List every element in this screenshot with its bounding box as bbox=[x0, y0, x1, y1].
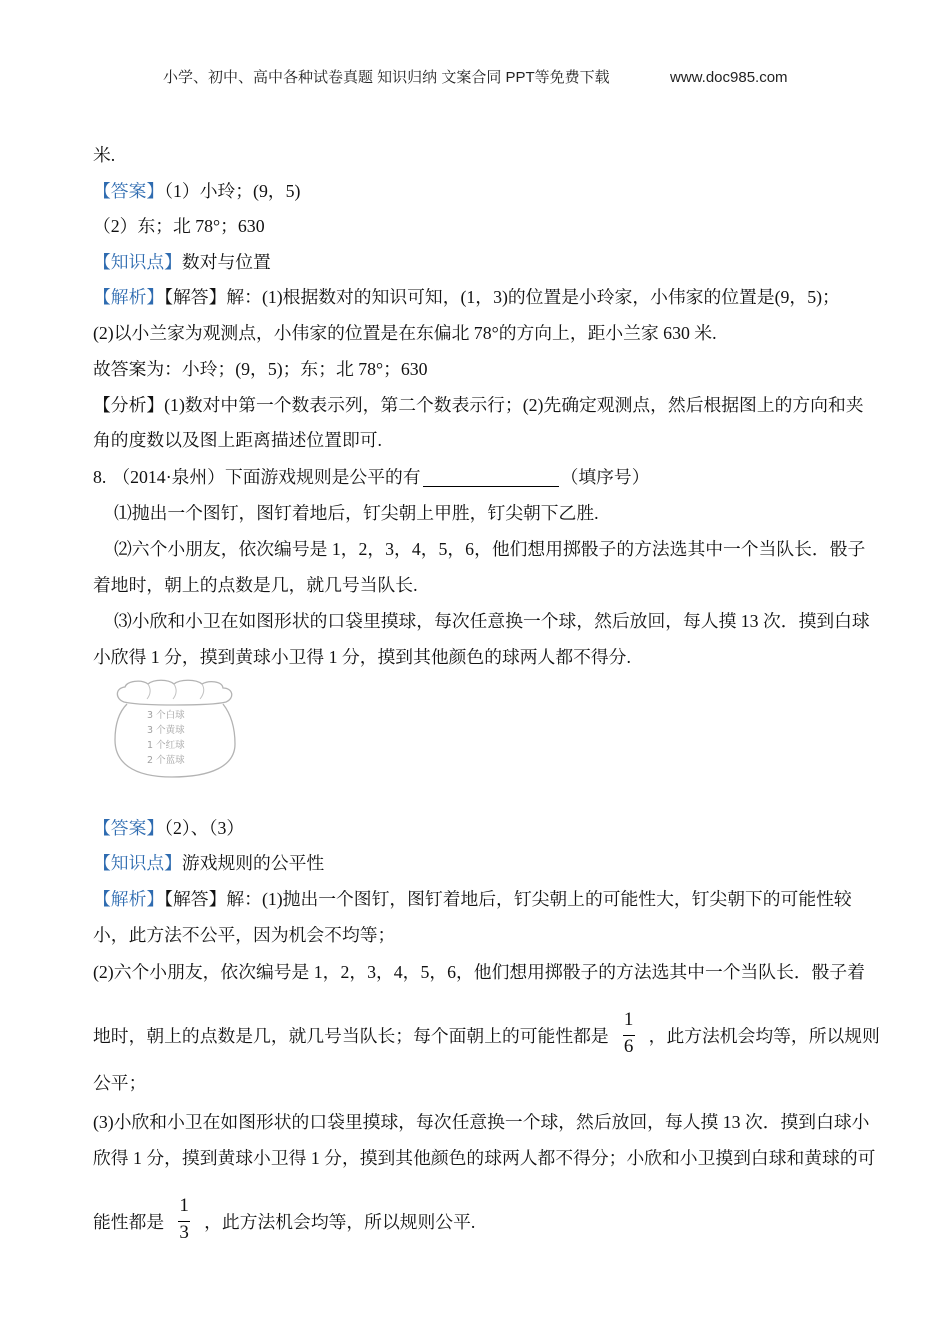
q8-solution-text-4-after: ，此方法机会均等，所以规则 bbox=[648, 1026, 880, 1046]
q8-stem-suffix: （填序号） bbox=[560, 467, 650, 487]
q8-solution-text-8-before: 能性都是 bbox=[93, 1212, 165, 1232]
q8-solution-text-8-after: ，此方法机会均等，所以规则公平. bbox=[204, 1212, 476, 1232]
q8-knowledge-tag: 【知识点】 bbox=[93, 853, 182, 873]
q8-solution-text-2: 小，此方法不公平，因为机会不均等； bbox=[93, 925, 396, 945]
q8-answer-tag: 【答案】 bbox=[93, 818, 165, 838]
q8-knowledge-text: 游戏规则的公平性 bbox=[181, 853, 325, 873]
fraction-one-sixth bbox=[614, 1009, 644, 1057]
q7-answer-tag: 【答案】 bbox=[93, 181, 165, 201]
q8-analysis-tag: 【解析】 bbox=[93, 889, 165, 909]
q7-knowledge-tag: 【知识点】 bbox=[93, 252, 182, 272]
bag-label-blue: 2 个蓝球 bbox=[147, 755, 185, 766]
q7-knowledge-line bbox=[93, 250, 271, 274]
bag-figure bbox=[110, 678, 240, 782]
q8-solution-tag: 【解答】 bbox=[164, 889, 227, 909]
q8-stem: 下面游戏规则是公平的有 bbox=[224, 467, 421, 487]
bag-label-white: 3 个白球 bbox=[147, 710, 185, 721]
q8-solution-text-6: (3)小欣和小卫在如图形状的口袋里摸球，每次任意换一个球，然后放回，每人摸 13 次．摸到白球小 bbox=[93, 1112, 870, 1132]
q7-review-tag: 【分析】 bbox=[93, 395, 165, 415]
q7-solution-tag: 【解答】 bbox=[164, 287, 227, 307]
bag-rim-fold-3 bbox=[200, 684, 204, 699]
q7-review-text-1: (1)数对中第一个数表示列，第二个数表示行；(2)先确定观测点，然后根据图上的方向和夹 bbox=[164, 395, 864, 415]
q8-source: （2014·泉州） bbox=[112, 467, 225, 487]
q8-solution-text-5: 公平； bbox=[93, 1073, 147, 1093]
bag-rim-fold-2 bbox=[173, 684, 176, 699]
q7-analysis-tag: 【解析】 bbox=[93, 287, 165, 307]
bag-rim-fold-1 bbox=[147, 684, 150, 699]
q7-answer-text-1: （1）小玲；(9，5) bbox=[164, 181, 301, 201]
q8-solution-text-7: 欣得 1 分，摸到黄球小卫得 1 分，摸到其他颜色的球两人都不得分；小欣和小卫摸到白球和黄球的可 bbox=[93, 1148, 876, 1168]
q8-solution-text-3: (2)六个小朋友，依次编号是 1，2，3，4，5，6，他们想用掷骰子的方法选其中一个当队长．骰子着 bbox=[93, 962, 865, 982]
fraction-denominator: 6 bbox=[623, 1036, 634, 1057]
header-title: 小学、初中、高中各种试卷真题 知识归纳 文案合同 PPT等免费下载 bbox=[163, 69, 610, 86]
q8-solution-text-4 bbox=[93, 1009, 880, 1057]
q8-option-2-line-2: 着地时，朝上的点数是几，就几号当队长. bbox=[93, 575, 418, 595]
fraction-numerator: 1 bbox=[179, 1195, 189, 1216]
q8-answer-line bbox=[93, 816, 244, 840]
q8-number: 8. bbox=[93, 467, 107, 487]
bag-label-red: 1 个红球 bbox=[147, 740, 185, 751]
q7-answer-line bbox=[93, 179, 300, 203]
q7-analysis-line bbox=[93, 285, 840, 309]
q8-knowledge-line bbox=[93, 851, 324, 875]
q8-stem-line bbox=[93, 465, 649, 489]
q8-option-2-line-1: ⑵六个小朋友，依次编号是 1，2，3，4，5，6，他们想用掷骰子的方法选其中一个当队长．骰子 bbox=[114, 539, 866, 559]
q7-solution-text-1: 解：(1)根据数对的知识可知，(1，3)的位置是小玲家，小伟家的位置是(9，5)； bbox=[226, 287, 840, 307]
q7-solution-text-2: (2)以小兰家为观测点，小伟家的位置是在东偏北 78°的方向上，距小兰家 630 米. bbox=[93, 323, 717, 343]
q8-solution-text-8 bbox=[93, 1195, 476, 1243]
fraction-one-third bbox=[169, 1195, 199, 1243]
q7-knowledge-text: 数对与位置 bbox=[181, 252, 271, 272]
header-url: www.doc985.com bbox=[670, 69, 788, 86]
q8-analysis-line bbox=[93, 887, 852, 911]
fraction-numerator: 1 bbox=[623, 1009, 634, 1030]
fraction-denominator: 3 bbox=[179, 1222, 189, 1243]
q7-solution-text-3: 故答案为：小玲；(9，5)；东；北 78°；630 bbox=[93, 359, 428, 379]
q8-solution-text-4-before: 地时，朝上的点数是几，就几号当队长；每个面朝上的可能性都是 bbox=[93, 1026, 609, 1046]
q8-option-3-line-2: 小欣得 1 分，摸到黄球小卫得 1 分，摸到其他颜色的球两人都不得分. bbox=[93, 647, 631, 667]
q8-answer-blank bbox=[423, 468, 559, 487]
q8-option-1: ⑴抛出一个图钉，图钉着地后，钉尖朝上甲胜，钉尖朝下乙胜. bbox=[114, 503, 599, 523]
q7-review-line bbox=[93, 393, 864, 417]
q8-answer-text: （2）、（3） bbox=[164, 818, 245, 838]
bag-label-yellow: 3 个黄球 bbox=[147, 725, 185, 736]
q7-review-text-2: 角的度数以及图上距离描述位置即可. bbox=[93, 430, 382, 450]
q8-solution-text-1: 解：(1)抛出一个图钉，图钉着地后，钉尖朝上的可能性大，钉尖朝下的可能性较 bbox=[226, 889, 852, 909]
q8-option-3-line-1: ⑶小欣和小卫在如图形状的口袋里摸球，每次任意换一个球，然后放回，每人摸 13 次．摸到白球 bbox=[114, 611, 870, 631]
q7-continuation: 米. bbox=[93, 145, 116, 165]
q7-answer-text-2: （2）东；北 78°；630 bbox=[93, 216, 265, 236]
